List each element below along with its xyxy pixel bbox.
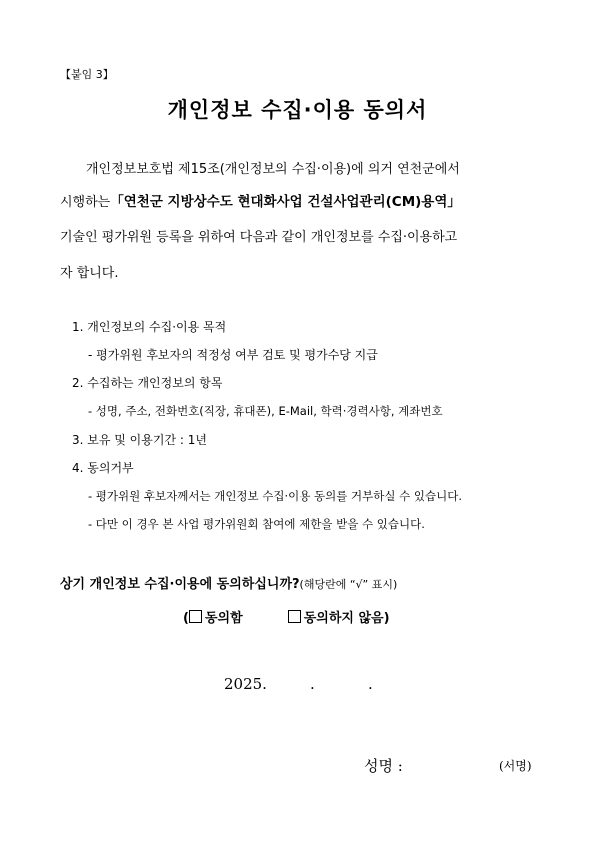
date-year: 2025.: [224, 675, 267, 693]
item-1-detail: - 평가위원 후보자의 적정성 여부 검토 및 평가수당 지급: [88, 348, 378, 362]
intro-line-3: 기술인 평가위원 등록을 위하여 다음과 같이 개인정보를 수집·이용하고: [60, 230, 458, 245]
agree-checkbox[interactable]: [189, 610, 202, 623]
disagree-checkbox[interactable]: [288, 610, 301, 623]
consent-question: 상기 개인정보 수집·이용에 동의하십니까?: [60, 577, 300, 592]
page-title: 개인정보 수집·이용 동의서: [167, 98, 428, 122]
attachment-tag: 【붙임 3】: [60, 68, 114, 81]
intro-line-4: 자 합니다.: [60, 266, 119, 281]
date-day-dot: .: [368, 675, 373, 693]
signature-name-label: 성명 :: [364, 757, 403, 775]
item-3-heading: 3. 보유 및 이용기간 : 1년: [72, 433, 207, 447]
intro-line-2: [60, 190, 461, 210]
consent-options: [183, 607, 390, 626]
disagree-label: 동의하지 않음: [303, 611, 384, 626]
consent-question-line: [60, 573, 397, 592]
item-2-detail: - 성명, 주소, 전화번호(직장, 휴대폰), E-Mail, 학력·경력사항, 계좌번호: [88, 404, 443, 418]
date-month-dot: .: [310, 675, 315, 693]
intro-line-1: 개인정보보호법 제15조(개인정보의 수집·이용)에 의거 연천군에서: [86, 162, 460, 177]
item-4-detail-2: - 다만 이 경우 본 사업 평가위원회 참여에 제한을 받을 수 있습니다.: [88, 517, 425, 531]
agree-label: 동의함: [204, 611, 243, 626]
item-4-heading: 4. 동의거부: [72, 461, 134, 475]
consent-note: (해당란에 “√” 표시): [299, 578, 398, 591]
item-4-detail-1: - 평가위원 후보자께서는 개인정보 수집·이용 동의를 거부하실 수 있습니다.: [88, 489, 462, 503]
item-1-heading: 1. 개인정보의 수집·이용 목적: [72, 320, 227, 334]
signature-mark: (서명): [499, 759, 532, 773]
options-close-paren: ): [383, 611, 390, 626]
item-2-heading: 2. 수집하는 개인정보의 항목: [72, 376, 223, 390]
project-name: 「연천군 지방상수도 현대화사업 건설사업관리(CM)용역」: [110, 194, 461, 210]
intro-line-2-prefix: 시행하는: [60, 195, 111, 210]
options-open-paren: (: [183, 611, 189, 626]
